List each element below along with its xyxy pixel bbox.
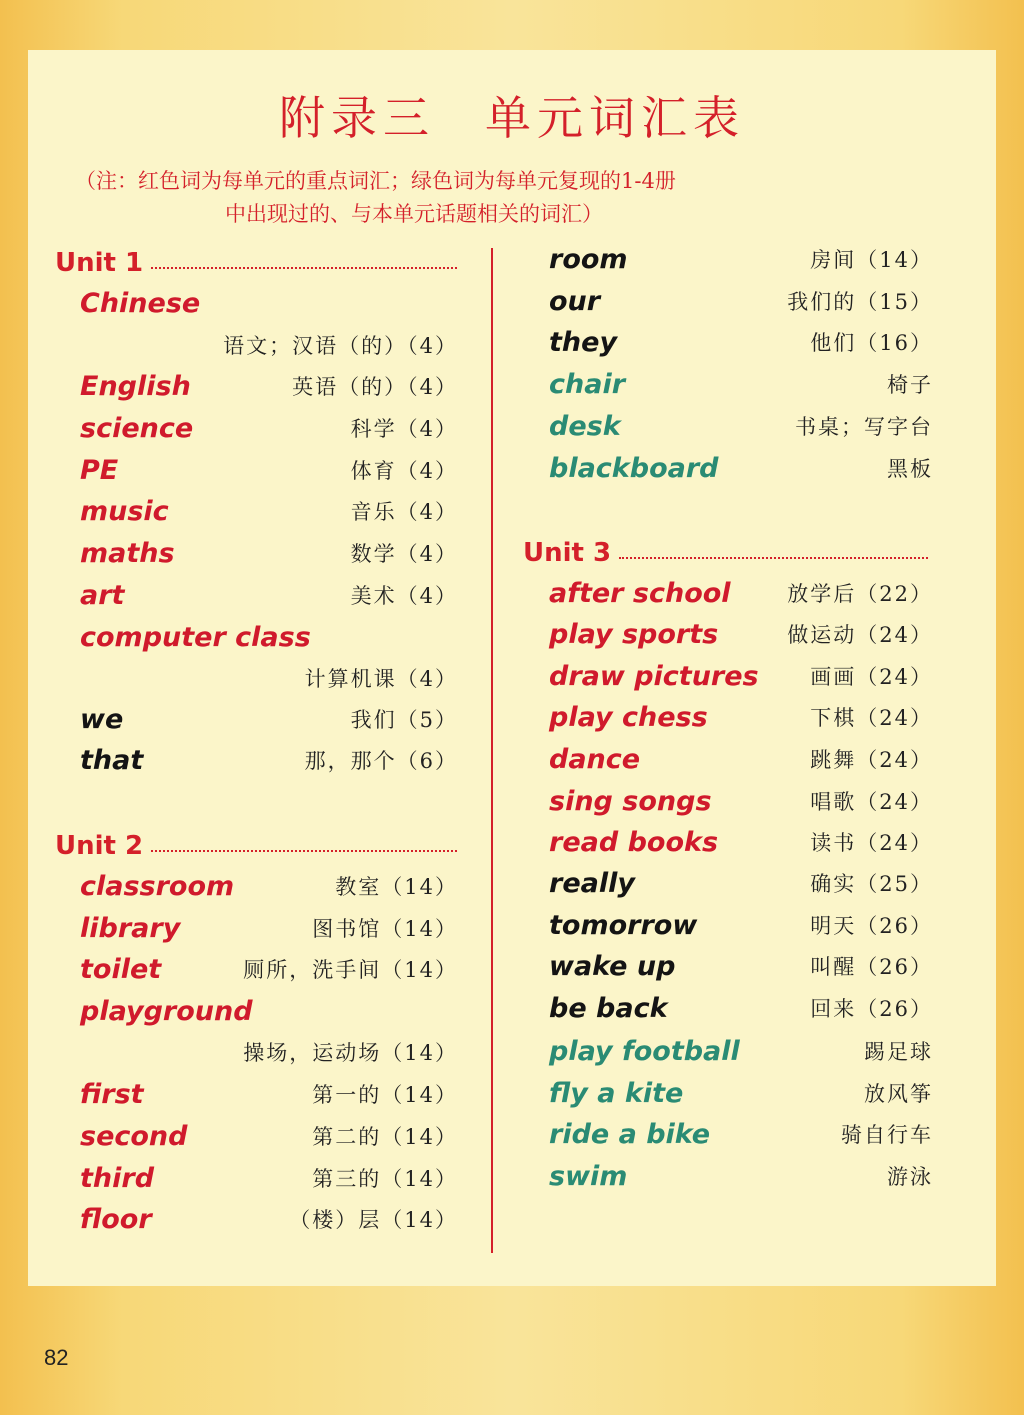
vocab-meaning: 科学（4）	[350, 417, 458, 441]
vocab-word: really	[549, 868, 635, 899]
vocab-word: maths	[80, 538, 175, 569]
vocab-row	[80, 617, 458, 659]
vocab-meaning: 第一的（14）	[312, 1083, 458, 1107]
vocab-word: play football	[549, 1036, 740, 1067]
vocab-meaning: 黑板	[887, 457, 933, 481]
vocab-meaning: 椅子	[887, 373, 933, 397]
vocab-meaning: 画画（24）	[810, 665, 933, 689]
vocab-row	[549, 1031, 933, 1073]
vocab-word: chair	[549, 369, 626, 400]
vocab-word: play sports	[549, 619, 719, 650]
vocab-meaning: 唱歌（24）	[810, 790, 933, 814]
vocab-meaning: 他们（16）	[810, 331, 933, 355]
vocab-word: play chess	[549, 702, 708, 733]
vocab-meaning: 游泳	[887, 1165, 933, 1189]
vocab-row	[80, 1032, 458, 1074]
vocab-row	[549, 322, 933, 364]
vocab-word: music	[80, 496, 169, 527]
vocab-word: fly a kite	[549, 1078, 684, 1109]
vocab-word: we	[80, 704, 124, 735]
vocab-word: after school	[549, 578, 731, 609]
vocab-row	[549, 573, 933, 615]
vocab-word: toilet	[80, 954, 162, 985]
vocab-word: Chinese	[80, 288, 201, 319]
vocab-meaning: 回来（26）	[810, 997, 933, 1021]
unit-3-dotted-rule	[619, 557, 928, 559]
vocab-row	[549, 1156, 933, 1198]
vocab-row	[80, 575, 458, 617]
vocab-meaning: 操场，运动场（14）	[243, 1041, 458, 1065]
vocab-row	[80, 491, 458, 533]
vocab-row	[80, 1158, 458, 1200]
vocab-word: ride a bike	[549, 1119, 711, 1150]
vocab-meaning: 计算机课（4）	[304, 667, 458, 691]
vocab-row	[80, 908, 458, 950]
vocab-meaning: （楼）层（14）	[289, 1208, 458, 1232]
vocab-meaning: 书桌；写字台	[795, 415, 933, 439]
unit-2-dotted-rule	[151, 850, 457, 852]
column-divider	[491, 248, 493, 1253]
vocab-row	[549, 364, 933, 406]
note-line-2: 中出现过的、与本单元话题相关的词汇）	[225, 202, 603, 226]
vocab-row	[549, 1073, 933, 1115]
unit-1-header	[55, 248, 457, 278]
vocab-meaning: 跳舞（24）	[810, 748, 933, 772]
vocab-meaning: 放学后（22）	[787, 582, 933, 606]
vocab-word: English	[80, 371, 191, 402]
unit-1-dotted-rule	[151, 267, 457, 269]
vocab-meaning: 厕所，洗手间（14）	[243, 958, 458, 982]
vocab-meaning: 我们（5）	[350, 708, 458, 732]
vocab-row	[80, 1199, 458, 1241]
vocab-meaning: 第三的（14）	[312, 1167, 458, 1191]
vocab-word: sing songs	[549, 786, 712, 817]
vocab-row	[549, 946, 933, 988]
vocab-word: our	[549, 286, 601, 317]
vocab-meaning: 语文；汉语（的）（4）	[223, 334, 458, 358]
vocab-row	[549, 614, 933, 656]
vocab-meaning: 美术（4）	[350, 584, 458, 608]
vocab-row	[80, 408, 458, 450]
vocab-word: wake up	[549, 951, 676, 982]
vocab-row	[549, 988, 933, 1030]
vocab-word: tomorrow	[549, 910, 698, 941]
vocab-row	[80, 991, 458, 1033]
vocab-row	[80, 866, 458, 908]
vocab-word: computer class	[80, 622, 311, 653]
title-appendix: 附录三	[279, 91, 435, 145]
unit-2-header	[55, 831, 457, 861]
vocab-word: dance	[549, 744, 641, 775]
vocab-row	[80, 949, 458, 991]
vocab-word: third	[80, 1163, 155, 1194]
vocab-row	[549, 781, 933, 823]
vocab-row	[549, 281, 933, 323]
vocab-row	[549, 905, 933, 947]
vocab-word: science	[80, 413, 194, 444]
vocab-meaning: 确实（25）	[810, 872, 933, 896]
vocab-row	[549, 697, 933, 739]
vocab-meaning: 踢足球	[864, 1040, 933, 1064]
vocab-word: be back	[549, 993, 668, 1024]
vocab-row	[80, 450, 458, 492]
unit-3-header	[523, 538, 928, 568]
vocab-word: they	[549, 327, 618, 358]
vocab-row	[80, 366, 458, 408]
vocab-meaning: 英语（的）（4）	[292, 375, 458, 399]
vocab-meaning: 数学（4）	[350, 542, 458, 566]
vocab-word: playground	[80, 996, 253, 1027]
vocab-meaning: 做运动（24）	[787, 623, 933, 647]
vocab-meaning: 放风筝	[864, 1082, 933, 1106]
vocab-word: second	[80, 1121, 188, 1152]
vocab-meaning: 音乐（4）	[350, 500, 458, 524]
vocab-row	[549, 739, 933, 781]
vocab-row	[80, 658, 458, 700]
vocab-word: room	[549, 244, 628, 275]
vocab-row	[549, 406, 933, 448]
unit-2-label: Unit 2	[55, 831, 144, 861]
vocab-row	[80, 533, 458, 575]
vocab-word: library	[80, 913, 181, 944]
vocab-word: that	[80, 745, 144, 776]
page-title	[0, 82, 1024, 148]
vocab-meaning: 教室（14）	[335, 875, 458, 899]
vocab-meaning: 那，那个（6）	[304, 749, 458, 773]
vocab-meaning: 读书（24）	[810, 831, 933, 855]
vocab-meaning: 下棋（24）	[810, 706, 933, 730]
vocab-word: blackboard	[549, 453, 719, 484]
unit-1-label: Unit 1	[55, 248, 144, 278]
vocab-row	[80, 740, 458, 782]
vocab-meaning: 图书馆（14）	[312, 917, 458, 941]
vocab-word: swim	[549, 1161, 628, 1192]
vocab-word: PE	[80, 455, 119, 486]
title-vocabulary: 单元词汇表	[485, 91, 745, 145]
vocab-row	[549, 448, 933, 490]
vocab-row	[80, 1074, 458, 1116]
vocab-row	[549, 822, 933, 864]
vocab-word: first	[80, 1079, 144, 1110]
vocab-word: desk	[549, 411, 621, 442]
vocab-row	[549, 239, 933, 281]
unit-3-label: Unit 3	[523, 538, 612, 568]
vocab-meaning: 明天（26）	[810, 914, 933, 938]
vocab-row	[549, 1114, 933, 1156]
vocab-row	[80, 325, 458, 367]
vocab-meaning: 叫醒（26）	[810, 955, 933, 979]
vocab-row	[80, 1116, 458, 1158]
vocab-row	[549, 656, 933, 698]
vocab-word: floor	[80, 1204, 152, 1235]
note	[75, 165, 935, 231]
vocab-meaning: 房间（14）	[810, 248, 933, 272]
vocab-meaning: 第二的（14）	[312, 1125, 458, 1149]
vocab-row	[80, 699, 458, 741]
vocab-meaning: 我们的（15）	[787, 290, 933, 314]
vocab-row	[80, 283, 458, 325]
note-line-1: （注：红色词为每单元的重点词汇；绿色词为每单元复现的1-4册	[75, 169, 676, 193]
vocab-word: art	[80, 580, 125, 611]
vocab-word: classroom	[80, 871, 235, 902]
page-number: 82	[44, 1345, 69, 1370]
vocab-meaning: 骑自行车	[841, 1123, 933, 1147]
vocab-word: draw pictures	[549, 661, 759, 692]
vocab-row	[549, 863, 933, 905]
vocab-meaning: 体育（4）	[350, 459, 458, 483]
vocab-word: read books	[549, 827, 719, 858]
